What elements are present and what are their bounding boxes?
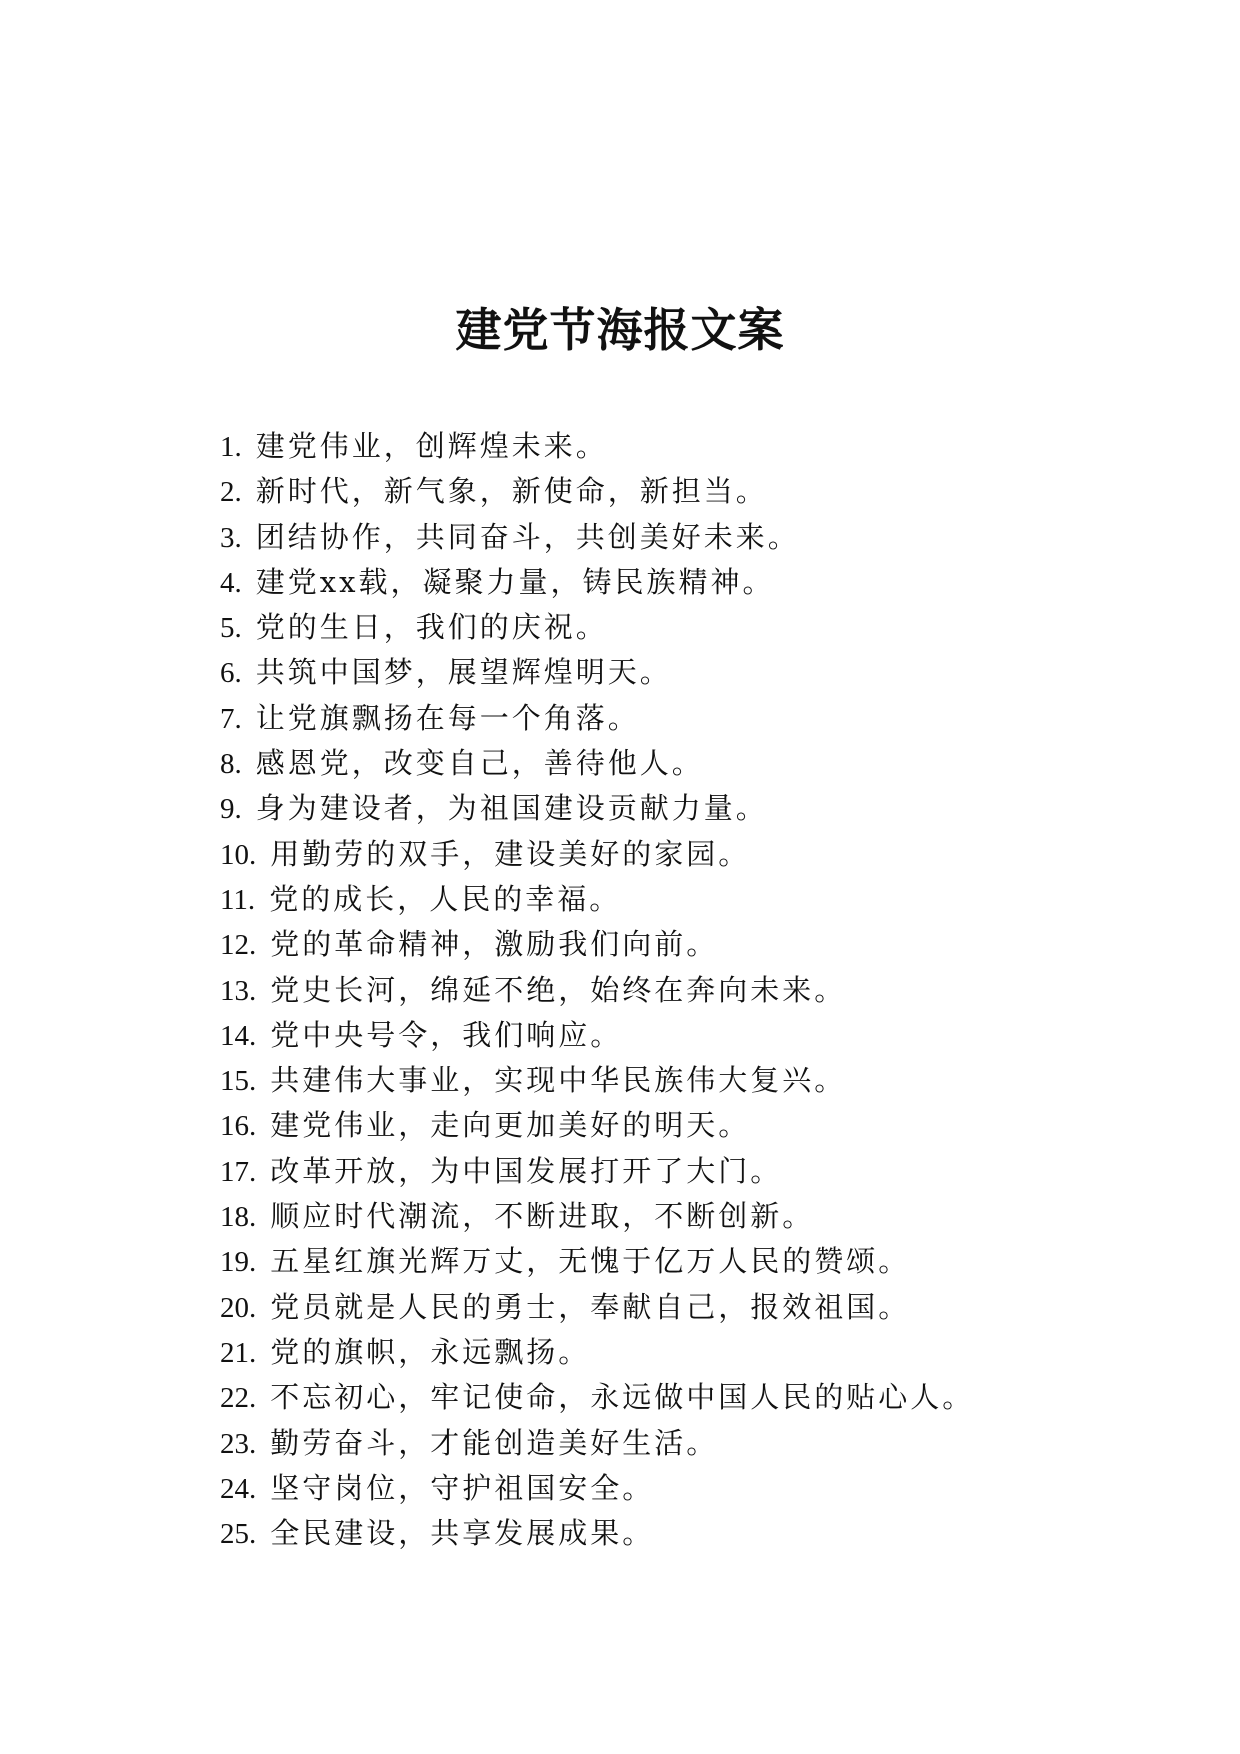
item-number: 15. <box>220 1065 257 1098</box>
item-number: 8. <box>220 748 242 781</box>
item-text: 党的革命精神，激励我们向前。 <box>270 927 719 962</box>
list-item <box>220 1466 1140 1511</box>
item-text: 党的旗帜，永远飘扬。 <box>270 1334 591 1369</box>
item-text: 勤劳奋斗，才能创造美好生活。 <box>270 1425 719 1460</box>
item-number: 23. <box>220 1427 257 1460</box>
list-item <box>220 968 1140 1013</box>
item-number: 20. <box>220 1291 257 1324</box>
item-text: 感恩党，改变自己，善待他人。 <box>255 746 704 781</box>
item-text: 改革开放，为中国发展打开了大门。 <box>270 1153 783 1188</box>
item-number: 22. <box>220 1382 257 1415</box>
item-number: 7. <box>220 702 242 735</box>
list-item <box>220 424 1140 469</box>
item-number: 12. <box>220 929 257 962</box>
item-text: 不忘初心，牢记使命，永远做中国人民的贴心人。 <box>270 1380 975 1415</box>
item-text: 党中央号令，我们响应。 <box>270 1017 623 1052</box>
list-item <box>220 1149 1140 1194</box>
item-text: 用勤劳的双手，建设美好的家园。 <box>270 836 751 871</box>
item-number: 6. <box>220 657 242 690</box>
item-number: 9. <box>220 793 242 826</box>
item-text: 党史长河，绵延不绝，始终在奔向未来。 <box>270 972 847 1007</box>
document-title: 建党节海报文案 <box>455 303 785 357</box>
list-item <box>220 1058 1140 1103</box>
list-item <box>220 832 1140 877</box>
list-item <box>220 1285 1140 1330</box>
list-item <box>220 696 1140 741</box>
item-text: 新时代，新气象，新使命，新担当。 <box>255 474 768 509</box>
item-text: 共建伟大事业，实现中华民族伟大复兴。 <box>270 1063 847 1098</box>
slogan-list <box>220 424 1140 1556</box>
item-number: 10. <box>220 838 257 871</box>
list-item <box>220 1239 1140 1284</box>
item-number: 5. <box>220 612 242 645</box>
list-item <box>220 1421 1140 1466</box>
item-text: 五星红旗光辉万丈，无愧于亿万人民的赞颂。 <box>270 1244 911 1279</box>
list-item <box>220 605 1140 650</box>
item-text: 共筑中国梦，展望辉煌明天。 <box>255 655 672 690</box>
item-text: 全民建设，共享发展成果。 <box>270 1516 655 1551</box>
item-text: 建党伟业，创辉煌未来。 <box>255 429 608 463</box>
item-number: 2. <box>220 476 242 509</box>
item-number: 13. <box>220 974 257 1007</box>
list-item <box>220 1013 1140 1058</box>
list-item <box>220 786 1140 831</box>
item-text: 党的成长，人民的幸福。 <box>269 881 622 916</box>
list-item <box>220 1194 1140 1239</box>
item-number: 18. <box>220 1201 257 1234</box>
item-number: 11. <box>220 883 256 916</box>
item-text: 团结协作，共同奋斗，共创美好未来。 <box>255 519 800 554</box>
list-item <box>220 515 1140 560</box>
list-item <box>220 1330 1140 1375</box>
item-text: 让党旗飘扬在每一个角落。 <box>255 700 640 735</box>
list-item <box>220 877 1140 922</box>
item-text: 身为建设者，为祖国建设贡献力量。 <box>255 791 768 826</box>
list-item <box>220 1375 1140 1420</box>
list-item <box>220 560 1140 605</box>
list-item <box>220 650 1140 695</box>
item-text: 党员就是人民的勇士，奉献自己，报效祖国。 <box>270 1289 911 1324</box>
item-text: 建党伟业，走向更加美好的明天。 <box>270 1108 751 1143</box>
list-item <box>220 1103 1140 1148</box>
item-number: 17. <box>220 1155 257 1188</box>
item-text: 党的生日，我们的庆祝。 <box>255 610 608 645</box>
list-item <box>220 922 1140 967</box>
item-text: 建党xx载，凝聚力量，铸民族精神。 <box>255 564 775 599</box>
item-number: 4. <box>220 566 242 599</box>
item-number: 1. <box>220 431 242 463</box>
item-number: 25. <box>220 1518 257 1551</box>
item-number: 24. <box>220 1472 257 1505</box>
item-number: 14. <box>220 1019 257 1052</box>
item-number: 19. <box>220 1246 257 1279</box>
list-item <box>220 469 1140 514</box>
item-text: 坚守岗位，守护祖国安全。 <box>270 1470 655 1505</box>
list-item <box>220 741 1140 786</box>
item-text: 顺应时代潮流，不断进取，不断创新。 <box>270 1199 815 1234</box>
item-number: 3. <box>220 521 242 554</box>
list-item <box>220 1511 1140 1556</box>
item-number: 21. <box>220 1336 257 1369</box>
item-number: 16. <box>220 1110 257 1143</box>
